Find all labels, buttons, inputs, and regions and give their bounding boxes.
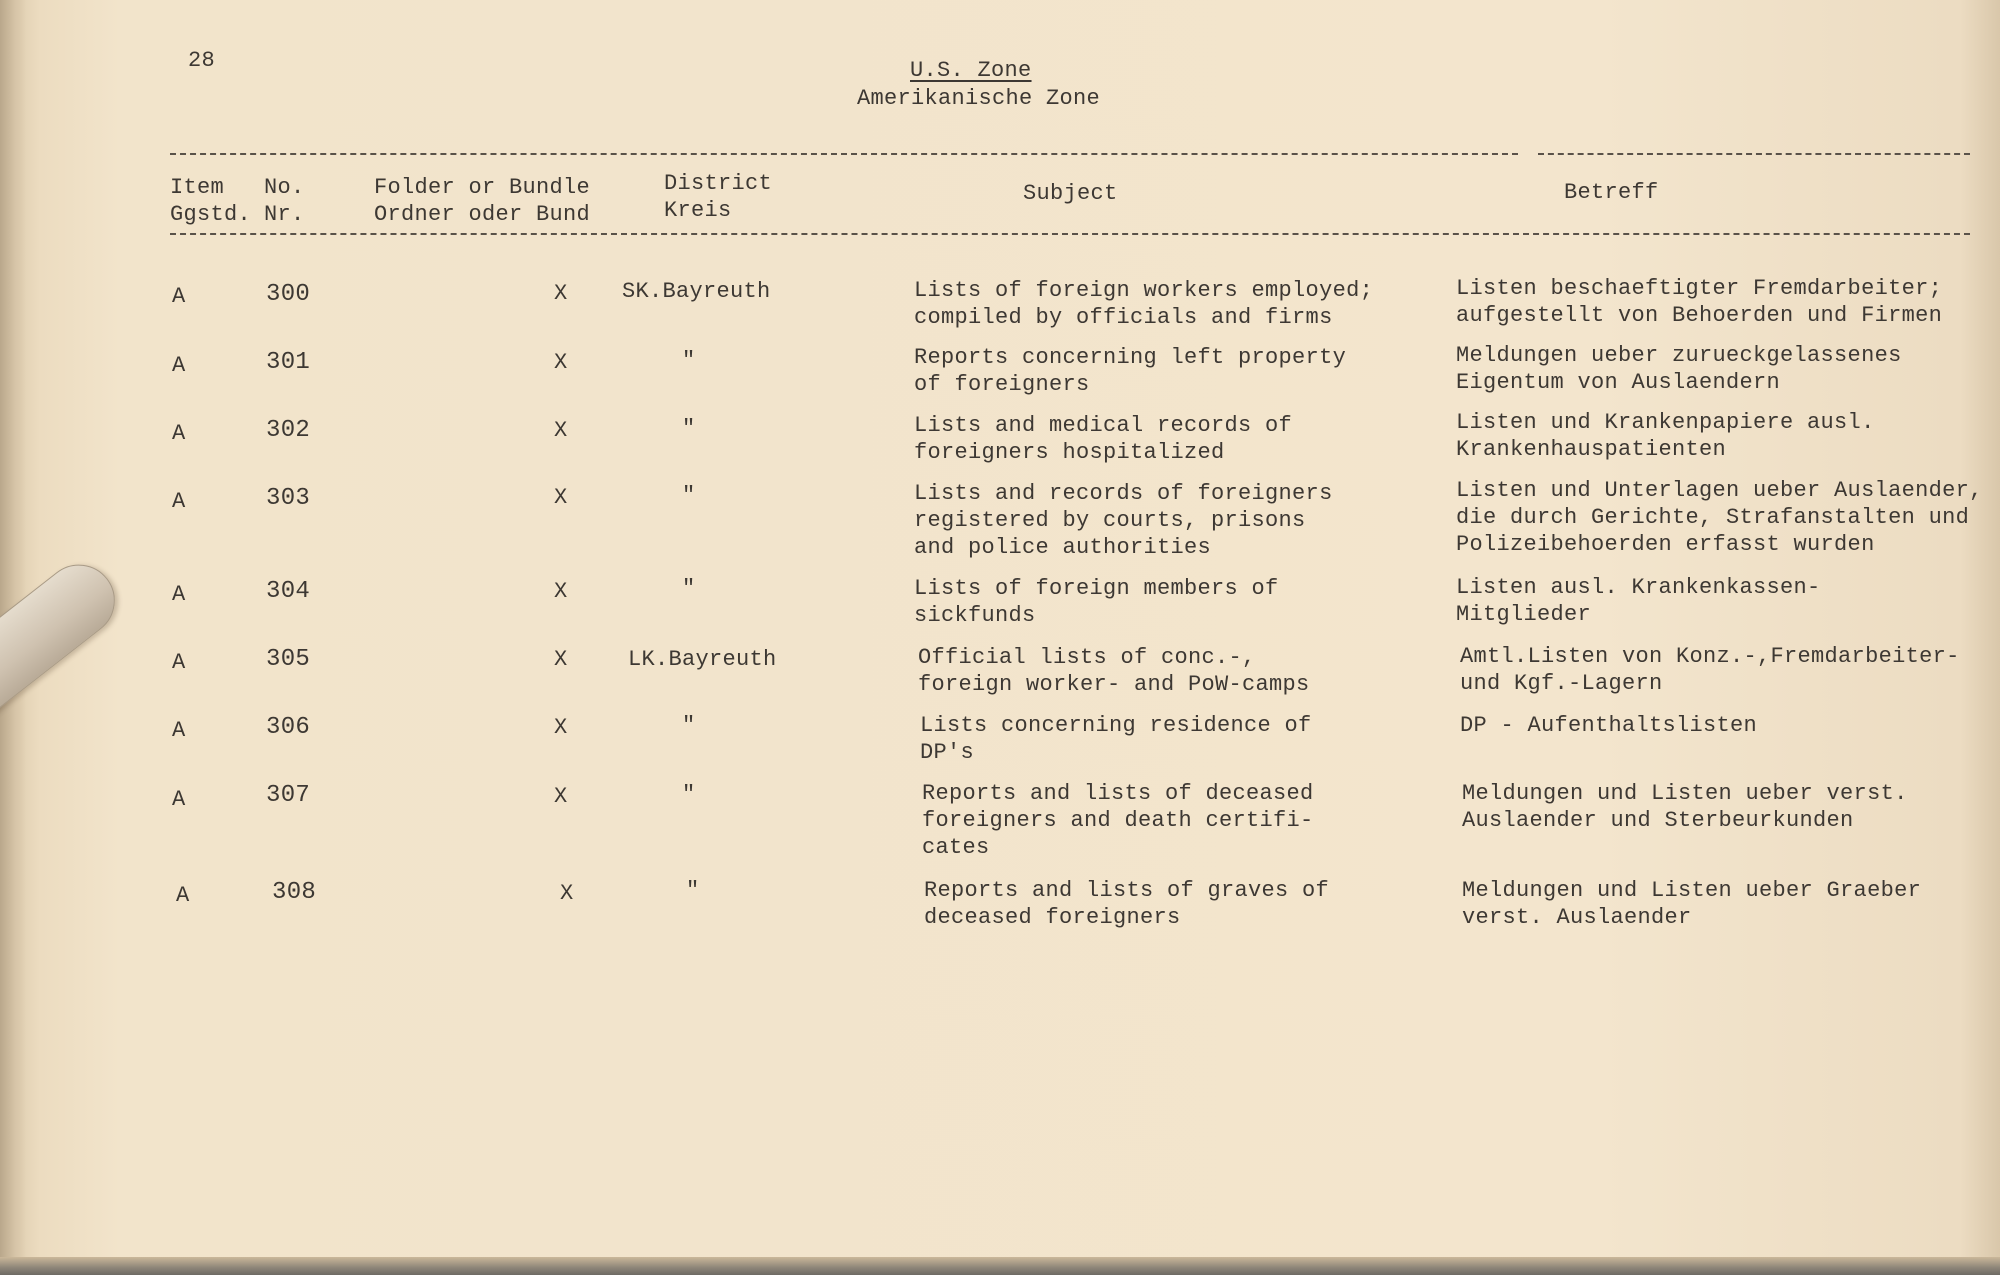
table-row-betreff: Listen beschaeftigter Fremdarbeiter; aufgestellt von Behoerden und Firmen <box>1456 276 1943 328</box>
table-row-district: " <box>686 878 700 903</box>
table-row-number: 304 <box>266 578 311 605</box>
header-top-rule-right <box>1538 153 1970 155</box>
table-row-subject: Lists and records of foreigners registered by courts, prisons and police authorities <box>914 481 1333 560</box>
table-row-district: " <box>682 416 696 441</box>
table-row-folder: X <box>554 418 568 443</box>
column-header-betreff: Betreff <box>1564 180 1659 205</box>
table-row-subject: Lists of foreign members of sickfunds <box>914 576 1279 628</box>
column-header-district: District Kreis <box>664 171 773 223</box>
table-row-subject: Lists of foreign workers employed; compiled by officials and firms <box>914 278 1374 330</box>
header-bottom-rule <box>170 233 1970 235</box>
table-row-subject: Reports concerning left property of foreigners <box>914 345 1347 397</box>
table-row-item: A <box>172 421 186 446</box>
table-row-betreff: Listen und Unterlagen ueber Auslaender, die durch Gerichte, Strafanstalten und Polizeibehoerden erfasst wurden <box>1456 478 1983 557</box>
table-row-item: A <box>176 883 190 908</box>
table-row-betreff: Meldungen und Listen ueber verst. Auslaender und Sterbeurkunden <box>1462 781 1908 833</box>
table-row-district: SK.Bayreuth <box>622 279 771 304</box>
table-row-folder: X <box>554 579 568 604</box>
column-header-subject: Subject <box>1023 181 1118 206</box>
table-row-subject: Reports and lists of graves of deceased foreigners <box>924 878 1330 930</box>
table-row-number: 306 <box>266 714 311 741</box>
page-number: 28 <box>188 48 216 73</box>
table-row-number: 307 <box>266 782 311 809</box>
page-subtitle: Amerikanische Zone <box>857 86 1101 111</box>
table-row-folder: X <box>554 647 568 672</box>
table-row-district: " <box>682 483 696 508</box>
table-row-betreff: Meldungen ueber zurueckgelassenes Eigentum von Auslaendern <box>1456 343 1902 395</box>
table-row-item: A <box>172 787 186 812</box>
table-row-item: A <box>172 582 186 607</box>
table-row-number: 302 <box>266 417 311 444</box>
table-row-folder: X <box>554 485 568 510</box>
table-row-item: A <box>172 650 186 675</box>
table-row-district: " <box>682 348 696 373</box>
table-row-number: 303 <box>266 485 311 512</box>
table-row-number: 301 <box>266 349 311 376</box>
table-row-betreff: Listen und Krankenpapiere ausl. Krankenhauspatienten <box>1456 410 1875 462</box>
table-row-subject: Official lists of conc.-, foreign worker- and PoW-camps <box>918 645 1310 697</box>
table-row-subject: Lists concerning residence of DP's <box>920 713 1312 765</box>
table-row-number: 305 <box>266 646 311 673</box>
table-row-item: A <box>172 489 186 514</box>
table-row-subject: Lists and medical records of foreigners hospitalized <box>914 413 1293 465</box>
table-row-district: LK.Bayreuth <box>628 647 777 672</box>
table-row-number: 300 <box>266 281 311 308</box>
table-row-district: " <box>682 782 696 807</box>
table-row-subject: Reports and lists of deceased foreigners and death certifi- cates <box>922 781 1314 860</box>
table-row-folder: X <box>554 350 568 375</box>
table-row-item: A <box>172 284 186 309</box>
table-row-district: " <box>682 713 696 738</box>
table-row-folder: X <box>554 281 568 306</box>
table-row-betreff: Listen ausl. Krankenkassen- Mitglieder <box>1456 575 1821 627</box>
table-row-folder: X <box>554 784 568 809</box>
book-bottom-edge <box>0 1257 2000 1275</box>
column-header-folder: Folder or Bundle Ordner oder Bund <box>374 175 591 227</box>
table-row-folder: X <box>554 715 568 740</box>
table-row-item: A <box>172 353 186 378</box>
table-row-number: 308 <box>272 879 317 906</box>
column-header-item: Item Ggstd. <box>170 175 252 227</box>
table-row-betreff: Meldungen und Listen ueber Graeber verst. Auslaender <box>1462 878 1922 930</box>
table-row-item: A <box>172 718 186 743</box>
page-title: U.S. Zone <box>910 58 1032 83</box>
header-top-rule <box>170 153 1518 155</box>
table-row-folder: X <box>560 881 574 906</box>
table-row-betreff: Amtl.Listen von Konz.-,Fremdarbeiter- und Kgf.-Lagern <box>1460 644 1960 696</box>
table-row-district: " <box>682 576 696 601</box>
table-row-betreff: DP - Aufenthaltslisten <box>1460 713 1758 738</box>
column-header-no: No. Nr. <box>264 175 305 227</box>
